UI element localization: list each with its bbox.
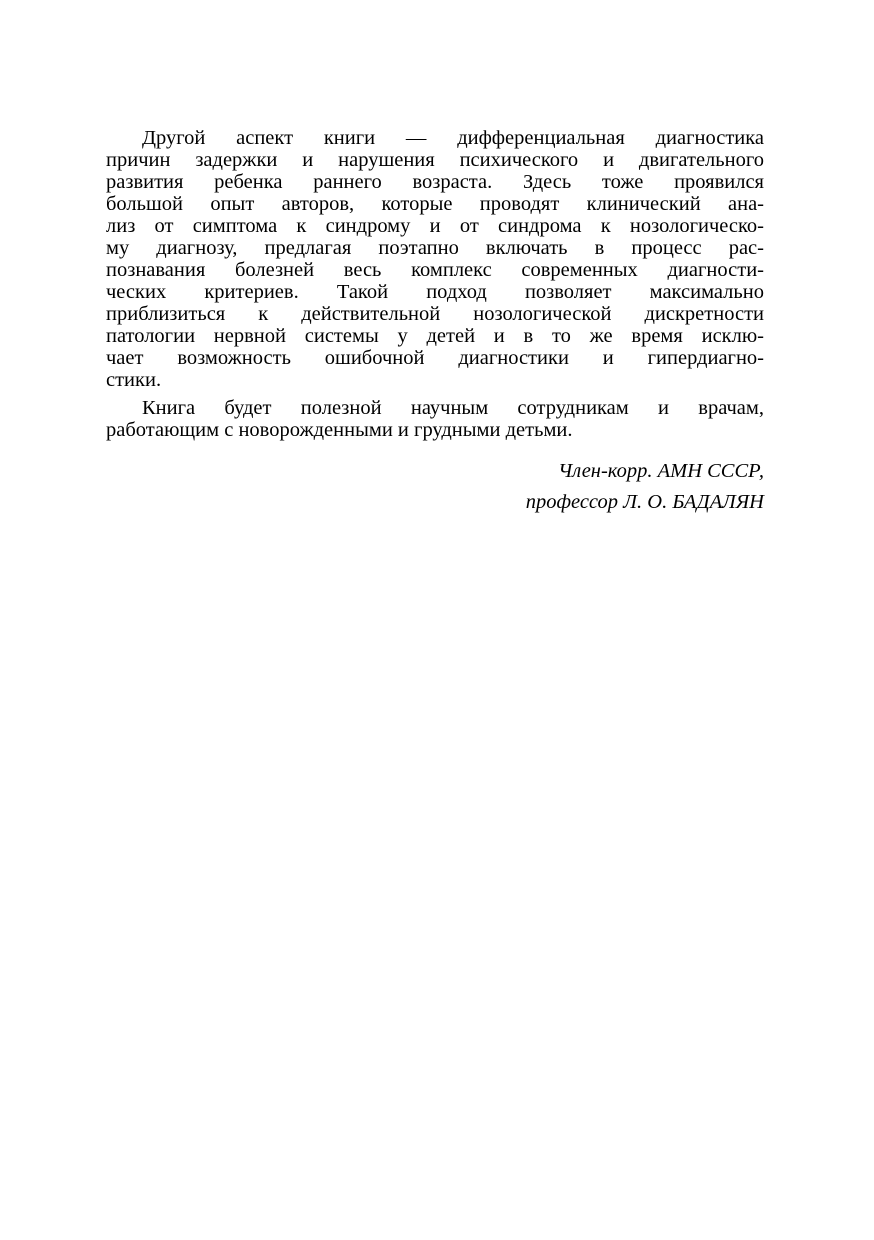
text-line: лиз от симптома к синдрому и от синдрома к нозологическо- <box>106 215 764 237</box>
paragraph-2 <box>106 397 764 441</box>
text-line: ческих критериев. Такой подход позволяет максимально <box>106 281 764 303</box>
signature-name: профессор Л. О. БАДАЛЯН <box>525 491 764 513</box>
text-line: познавания болезней весь комплекс современных диагности- <box>106 259 764 281</box>
text-line: Другой аспект книги — дифференциальная диагностика <box>142 127 764 149</box>
text-line: большой опыт авторов, которые проводят клинический ана- <box>106 193 764 215</box>
text-line: работающим с новорожденными и грудными детьми. <box>106 419 573 441</box>
text-line: патологии нервной системы у детей и в то же время исклю- <box>106 325 764 347</box>
text-line: му диагнозу, предлагая поэтапно включать в процесс рас- <box>106 237 764 259</box>
text-line: развития ребенка раннего возраста. Здесь тоже проявился <box>106 171 764 193</box>
text-line: чает возможность ошибочной диагностики и гипердиагно- <box>106 347 764 369</box>
text-line: Книга будет полезной научным сотрудникам и врачам, <box>142 397 764 419</box>
foreword-text <box>106 127 764 441</box>
paragraph-1 <box>106 127 764 391</box>
text-line: причин задержки и нарушения психического и двигательного <box>106 149 764 171</box>
text-line: приблизиться к действительной нозологической дискретности <box>106 303 764 325</box>
signature-title: Член-корр. АМН СССР, <box>558 460 764 482</box>
text-line: стики. <box>106 369 162 391</box>
